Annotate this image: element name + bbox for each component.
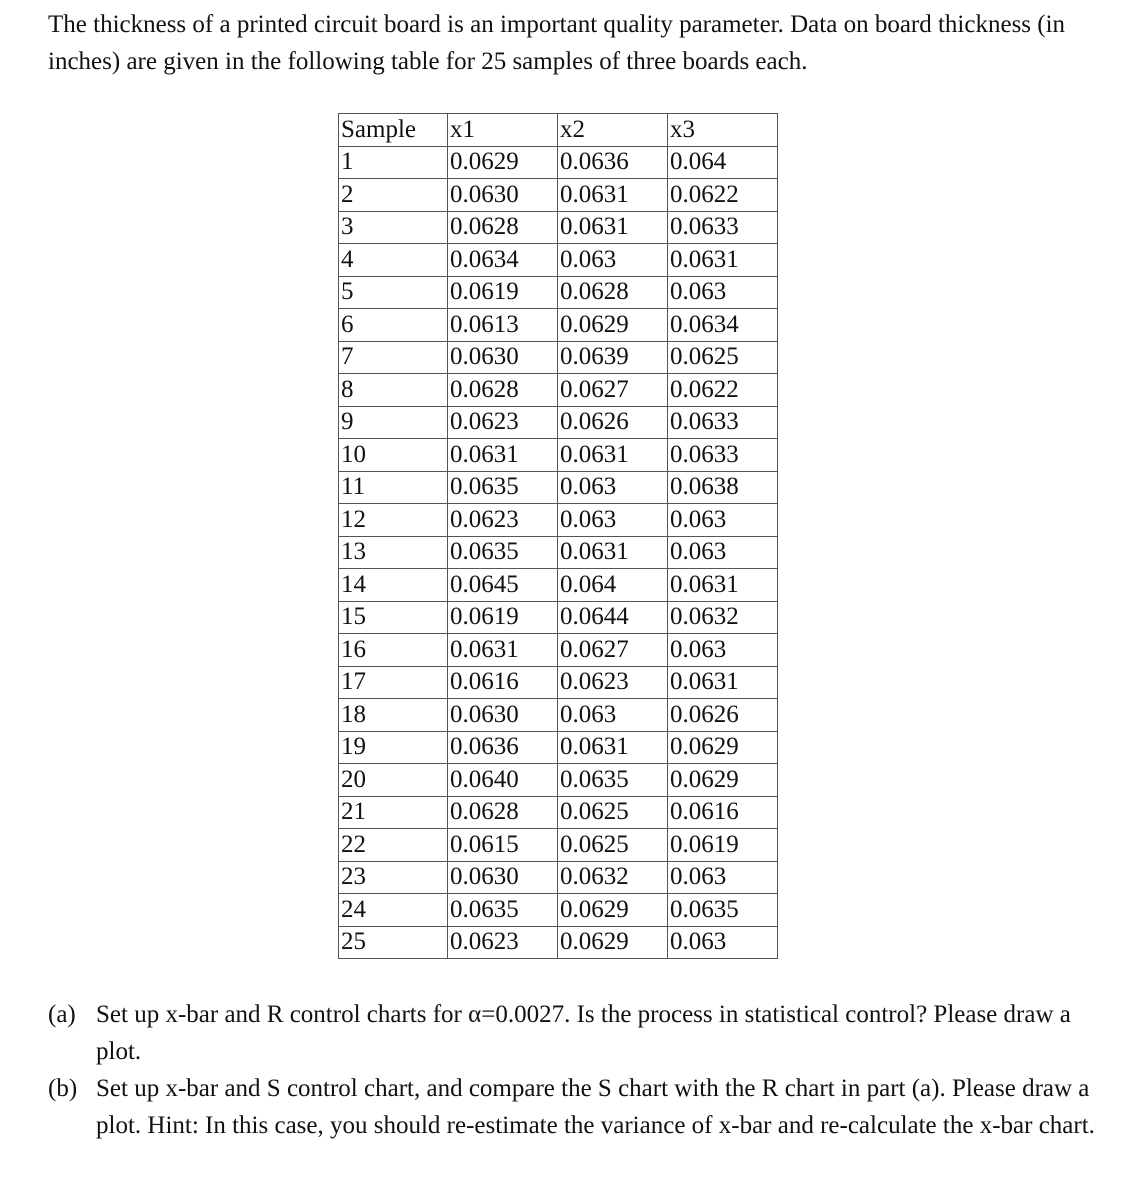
table-row (339, 894, 778, 927)
cell-x2: 0.0629 (558, 926, 668, 959)
table-row (339, 341, 778, 374)
cell-x1: 0.0631 (448, 439, 558, 472)
cell-x3: 0.0638 (668, 471, 778, 504)
cell-x2: 0.0631 (558, 439, 668, 472)
cell-sample: 12 (339, 504, 448, 537)
cell-x1: 0.0623 (448, 926, 558, 959)
question-b (48, 1070, 1118, 1144)
cell-x1: 0.0628 (448, 374, 558, 407)
cell-x2: 0.063 (558, 244, 668, 277)
intro-paragraph: The thickness of a printed circuit board is an important quality parameter. Data on board thickness (in inches) are given in the following table for 25 samples of three boards each. (48, 11, 1066, 75)
cell-sample: 21 (339, 796, 448, 829)
header-x3: x3 (668, 114, 778, 147)
cell-x1: 0.0635 (448, 894, 558, 927)
cell-x2: 0.0625 (558, 829, 668, 862)
cell-x2: 0.063 (558, 471, 668, 504)
cell-sample: 10 (339, 439, 448, 472)
thickness-table-container (338, 113, 778, 959)
cell-x3: 0.0631 (668, 244, 778, 277)
header-sample: Sample (339, 114, 448, 147)
cell-x3: 0.0633 (668, 406, 778, 439)
cell-x1: 0.0635 (448, 471, 558, 504)
header-x2: x2 (558, 114, 668, 147)
cell-sample: 13 (339, 536, 448, 569)
cell-x2: 0.0629 (558, 309, 668, 342)
cell-x2: 0.0631 (558, 179, 668, 212)
table-row (339, 666, 778, 699)
cell-sample: 22 (339, 829, 448, 862)
cell-x2: 0.0631 (558, 211, 668, 244)
cell-sample: 3 (339, 211, 448, 244)
cell-x1: 0.0619 (448, 276, 558, 309)
cell-sample: 25 (339, 926, 448, 959)
cell-x2: 0.0629 (558, 894, 668, 927)
cell-x3: 0.0629 (668, 764, 778, 797)
cell-x3: 0.0625 (668, 341, 778, 374)
cell-sample: 17 (339, 666, 448, 699)
cell-x1: 0.0628 (448, 211, 558, 244)
cell-x1: 0.0628 (448, 796, 558, 829)
table-row (339, 796, 778, 829)
table-body (339, 146, 778, 959)
table-row (339, 536, 778, 569)
cell-x1: 0.0629 (448, 146, 558, 179)
cell-sample: 24 (339, 894, 448, 927)
cell-x2: 0.0628 (558, 276, 668, 309)
cell-sample: 4 (339, 244, 448, 277)
table-row (339, 699, 778, 732)
table-row (339, 276, 778, 309)
cell-x3: 0.063 (668, 504, 778, 537)
cell-sample: 7 (339, 341, 448, 374)
cell-x3: 0.0619 (668, 829, 778, 862)
table-row (339, 309, 778, 342)
table-row (339, 829, 778, 862)
cell-sample: 9 (339, 406, 448, 439)
table-row (339, 211, 778, 244)
table-row (339, 926, 778, 959)
cell-sample: 1 (339, 146, 448, 179)
cell-x3: 0.0632 (668, 601, 778, 634)
cell-x2: 0.0631 (558, 731, 668, 764)
cell-x1: 0.0635 (448, 536, 558, 569)
cell-sample: 19 (339, 731, 448, 764)
question-list (48, 996, 1118, 1144)
table-row (339, 634, 778, 667)
cell-sample: 11 (339, 471, 448, 504)
cell-x3: 0.063 (668, 861, 778, 894)
table-row (339, 406, 778, 439)
cell-x3: 0.0622 (668, 179, 778, 212)
cell-x2: 0.0623 (558, 666, 668, 699)
cell-sample: 16 (339, 634, 448, 667)
table-header-row (339, 114, 778, 147)
thickness-table (338, 113, 778, 959)
table-row (339, 146, 778, 179)
cell-x3: 0.063 (668, 276, 778, 309)
question-b-label: (b) (48, 1075, 78, 1102)
cell-x3: 0.063 (668, 536, 778, 569)
cell-x2: 0.0644 (558, 601, 668, 634)
cell-x3: 0.0631 (668, 666, 778, 699)
cell-x3: 0.0629 (668, 731, 778, 764)
table-row (339, 569, 778, 602)
table-row (339, 601, 778, 634)
cell-x1: 0.0630 (448, 179, 558, 212)
cell-sample: 15 (339, 601, 448, 634)
table-row (339, 764, 778, 797)
cell-x1: 0.0630 (448, 861, 558, 894)
table-row (339, 861, 778, 894)
cell-sample: 18 (339, 699, 448, 732)
cell-x1: 0.0613 (448, 309, 558, 342)
table-row (339, 374, 778, 407)
cell-x3: 0.063 (668, 926, 778, 959)
table-row (339, 179, 778, 212)
table-row (339, 471, 778, 504)
cell-sample: 20 (339, 764, 448, 797)
cell-x2: 0.0627 (558, 634, 668, 667)
table-row (339, 439, 778, 472)
cell-x3: 0.063 (668, 634, 778, 667)
cell-x1: 0.0623 (448, 504, 558, 537)
cell-x2: 0.0635 (558, 764, 668, 797)
cell-x2: 0.063 (558, 699, 668, 732)
cell-sample: 23 (339, 861, 448, 894)
cell-x1: 0.0616 (448, 666, 558, 699)
cell-x1: 0.0640 (448, 764, 558, 797)
cell-sample: 6 (339, 309, 448, 342)
cell-x1: 0.0615 (448, 829, 558, 862)
cell-x2: 0.0632 (558, 861, 668, 894)
question-a-label: (a) (48, 1001, 76, 1028)
cell-x2: 0.0639 (558, 341, 668, 374)
cell-x2: 0.0625 (558, 796, 668, 829)
cell-x3: 0.0616 (668, 796, 778, 829)
header-x1: x1 (448, 114, 558, 147)
cell-x1: 0.0630 (448, 341, 558, 374)
cell-x3: 0.0631 (668, 569, 778, 602)
cell-sample: 14 (339, 569, 448, 602)
cell-sample: 5 (339, 276, 448, 309)
cell-x2: 0.0636 (558, 146, 668, 179)
cell-x1: 0.0630 (448, 699, 558, 732)
table-row (339, 731, 778, 764)
cell-x3: 0.064 (668, 146, 778, 179)
cell-x1: 0.0619 (448, 601, 558, 634)
cell-x1: 0.0623 (448, 406, 558, 439)
cell-x1: 0.0631 (448, 634, 558, 667)
cell-x3: 0.0635 (668, 894, 778, 927)
cell-x3: 0.0626 (668, 699, 778, 732)
cell-x2: 0.064 (558, 569, 668, 602)
cell-x1: 0.0645 (448, 569, 558, 602)
cell-x2: 0.0627 (558, 374, 668, 407)
question-a-text: Set up x-bar and R control charts for α=0.0027. Is the process in statistical control? Please draw a plot. (96, 1001, 1071, 1065)
cell-x1: 0.0634 (448, 244, 558, 277)
cell-x2: 0.0631 (558, 536, 668, 569)
cell-x1: 0.0636 (448, 731, 558, 764)
cell-x3: 0.0634 (668, 309, 778, 342)
cell-sample: 2 (339, 179, 448, 212)
question-b-text: Set up x-bar and S control chart, and compare the S chart with the R chart in part (a). Please draw a plot. Hint: In this case, you should re-estimate the variance of x-bar and re-calculate the x-bar chart. (96, 1075, 1095, 1139)
question-a (48, 996, 1118, 1070)
cell-x2: 0.0626 (558, 406, 668, 439)
cell-x3: 0.0633 (668, 211, 778, 244)
cell-sample: 8 (339, 374, 448, 407)
table-row (339, 504, 778, 537)
cell-x3: 0.0633 (668, 439, 778, 472)
cell-x3: 0.0622 (668, 374, 778, 407)
cell-x2: 0.063 (558, 504, 668, 537)
table-row (339, 244, 778, 277)
